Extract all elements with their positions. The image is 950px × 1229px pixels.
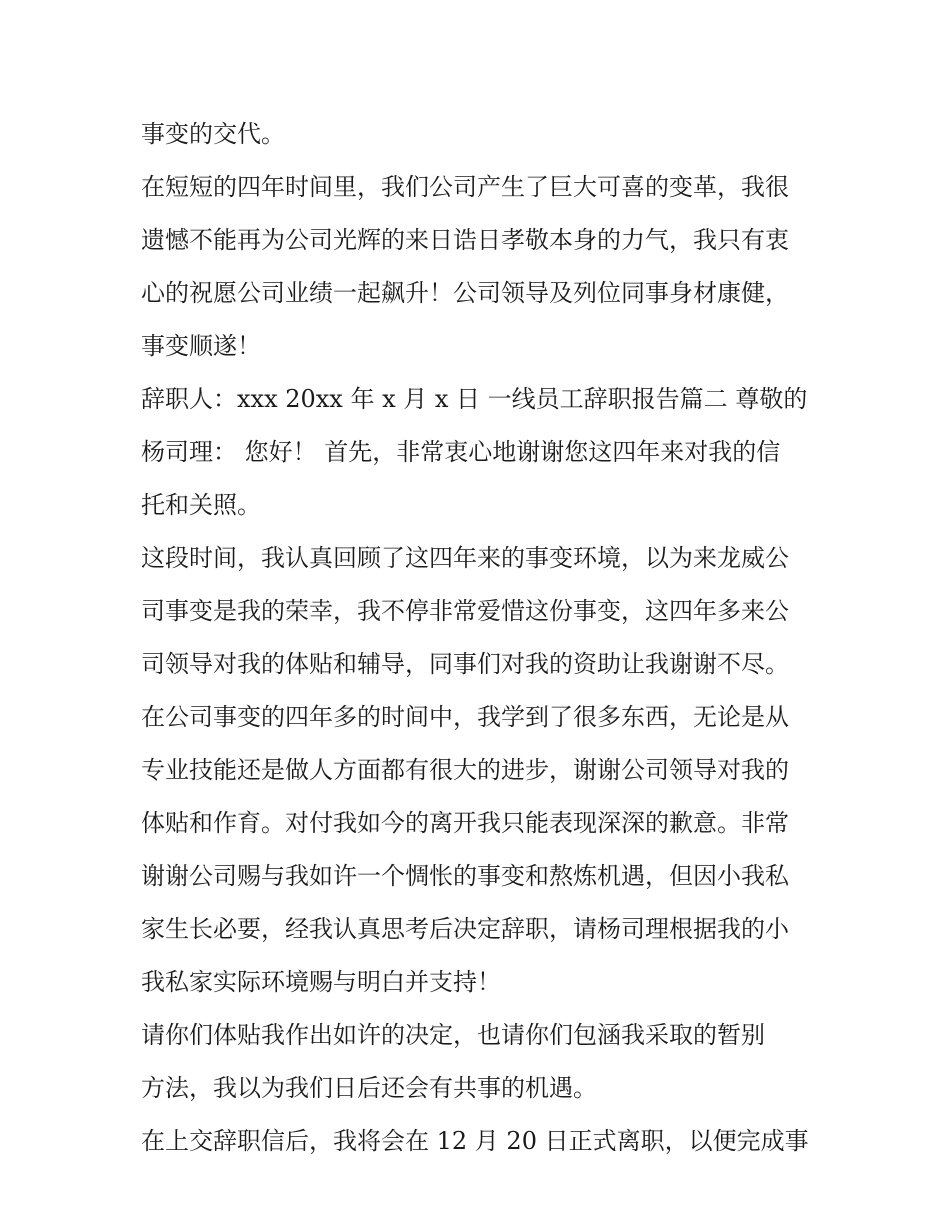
text-line: 事变顺遂！: [141, 332, 261, 360]
text-line: 遗憾不能再为公司光辉的来日诰日孝敬本身的力气，我只有衷: [141, 226, 789, 254]
text-line: 司领导对我的体贴和辅导，同事们对我的资助让我谢谢不尽。: [141, 650, 789, 678]
text-line: 请你们体贴我作出如许的决定，也请你们包涵我采取的暂别: [141, 1021, 765, 1049]
text-line: 辞职人：xxx 20xx 年 x 月 x 日 一线员工辞职报告篇二 尊敬的: [141, 385, 808, 413]
text-line: 我私家实际环境赐与明白并支持！: [141, 968, 501, 996]
text-line: 专业技能还是做人方面都有很大的进步，谢谢公司领导对我的: [141, 756, 789, 784]
text-line: 家生长必要，经我认真思考后决定辞职，请杨司理根据我的小: [141, 915, 789, 943]
text-line: 方法，我以为我们日后还会有共事的机遇。: [141, 1074, 597, 1102]
text-line: 这段时间，我认真回顾了这四年来的事变环境，以为来龙威公: [141, 544, 789, 572]
text-line: 托和关照。: [141, 491, 261, 519]
text-line: 司事变是我的荣幸，我不停非常爱惜这份事变，这四年多来公: [141, 597, 789, 625]
text-line: 在公司事变的四年多的时间中，我学到了很多东西，无论是从: [141, 703, 789, 731]
text-line: 在短短的四年时间里，我们公司产生了巨大可喜的变革，我很: [141, 173, 789, 201]
document-body: [141, 108, 821, 1168]
text-line: 心的祝愿公司业绩一起飙升！公司领导及列位同事身材康健，: [141, 279, 789, 307]
text-line: 体贴和作育。对付我如今的离开我只能表现深深的歉意。非常: [141, 809, 789, 837]
text-line: 谢谢公司赐与我如许一个惆怅的事变和熬炼机遇，但因小我私: [141, 862, 789, 890]
text-line: 在上交辞职信后，我将会在 12 月 20 日正式离职，以便完成事: [141, 1127, 809, 1155]
text-line: 杨司理： 您好！ 首先，非常衷心地谢谢您这四年来对我的信: [141, 438, 781, 466]
text-line: 事变的交代。: [141, 120, 285, 148]
